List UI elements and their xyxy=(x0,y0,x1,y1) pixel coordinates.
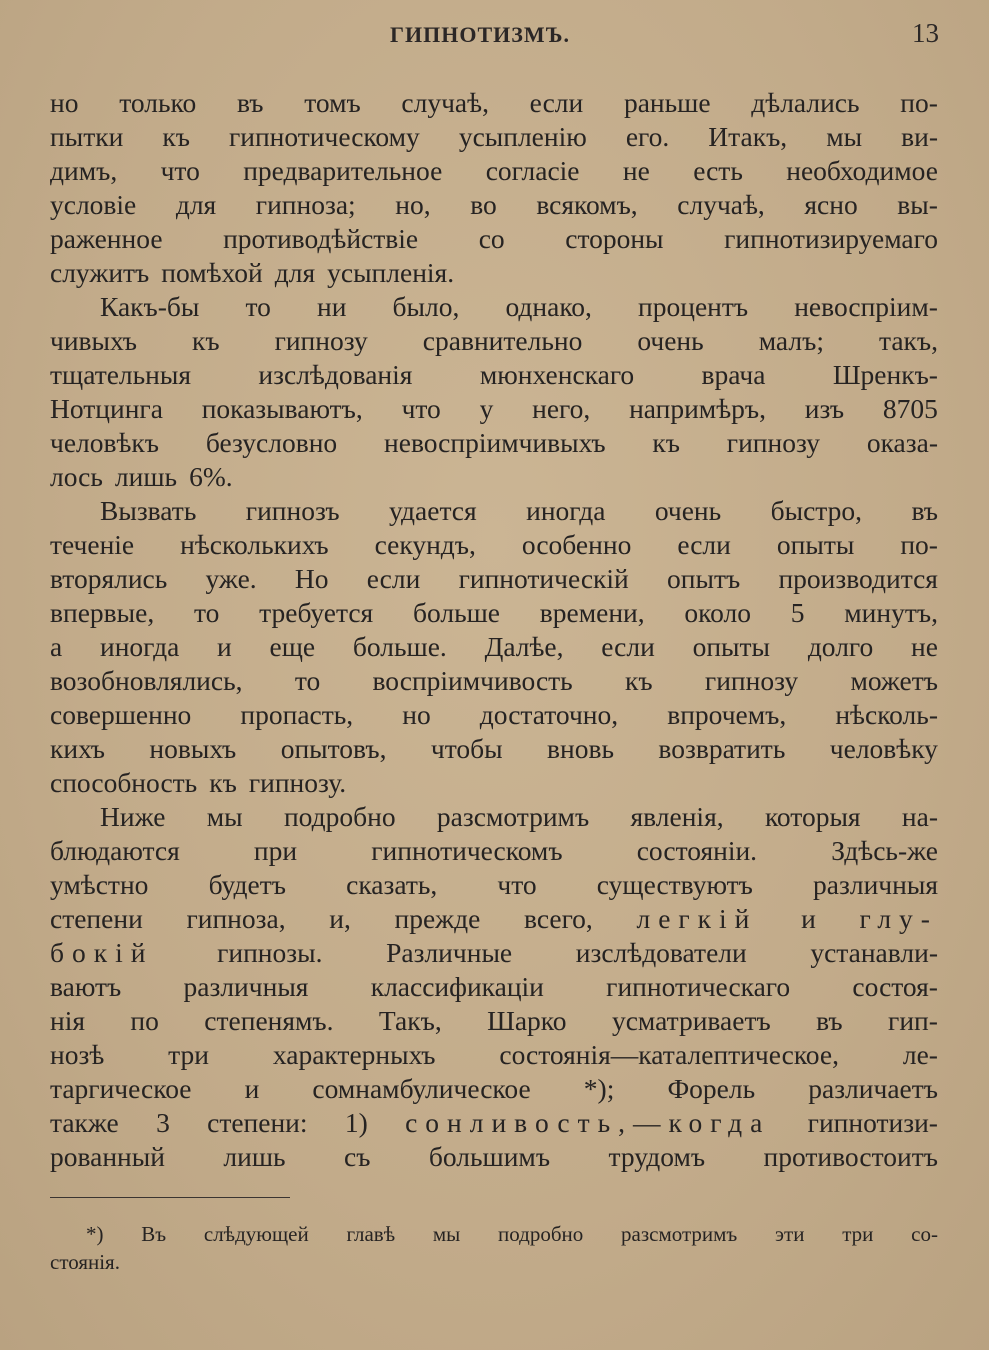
word: случаѣ, xyxy=(677,189,765,220)
word: минутъ, xyxy=(844,597,938,628)
word: три xyxy=(842,1222,874,1246)
word: гипнозу xyxy=(726,427,821,458)
word: вторялись xyxy=(50,563,168,594)
word: больше xyxy=(412,597,500,628)
word: усматриваетъ xyxy=(611,1005,771,1036)
body-text xyxy=(50,86,938,1174)
page-number: 13 xyxy=(912,18,939,48)
text-line xyxy=(50,596,938,630)
word: сомнамбулическое xyxy=(312,1073,531,1104)
word: гипнозу xyxy=(704,665,799,696)
word: тщательныя xyxy=(50,359,192,390)
word: подробно xyxy=(498,1222,584,1246)
word: чтобы xyxy=(430,733,503,764)
word: изъ xyxy=(804,393,845,424)
word: ви- xyxy=(901,121,938,152)
word: Далѣе, xyxy=(484,631,564,662)
word: вы- xyxy=(897,189,938,220)
word: достаточно, xyxy=(479,699,619,730)
word: однако, xyxy=(505,291,592,322)
word: производится xyxy=(778,563,938,594)
word: димъ, xyxy=(50,155,118,186)
word: стоянія. xyxy=(50,1250,120,1274)
word: къ xyxy=(191,325,220,356)
word: чивыхъ xyxy=(50,325,137,356)
word: у xyxy=(479,393,494,424)
word: слѣдующей xyxy=(203,1222,309,1246)
word: *); xyxy=(583,1073,615,1104)
text-line xyxy=(50,494,938,528)
word: человѣкъ xyxy=(50,427,160,458)
word: гипнозъ xyxy=(245,495,340,526)
word: и xyxy=(801,903,816,934)
word: къ xyxy=(652,427,680,458)
word: быстро, xyxy=(770,495,863,526)
word: возвратить xyxy=(658,733,786,764)
word: напримѣръ, xyxy=(629,393,766,424)
word: раньше xyxy=(623,87,711,118)
word: оказа- xyxy=(866,427,938,458)
word: при xyxy=(253,835,298,866)
word: ни xyxy=(317,291,347,322)
footnote-line xyxy=(50,1220,938,1248)
text-line xyxy=(50,1072,938,1106)
word: способность xyxy=(50,767,198,798)
word: бокій xyxy=(50,937,154,968)
word: классификаціи xyxy=(370,971,544,1002)
word: секундъ, xyxy=(374,529,476,560)
word: со xyxy=(478,223,505,254)
word: къ xyxy=(625,665,653,696)
word: больше. xyxy=(352,631,447,662)
word: вновь xyxy=(547,733,614,764)
word: 3 xyxy=(156,1107,170,1138)
word: можетъ xyxy=(850,665,938,696)
text-line xyxy=(50,256,938,290)
word: въ xyxy=(236,87,264,118)
text-line xyxy=(50,766,938,800)
word: томъ xyxy=(304,87,361,118)
word: по- xyxy=(900,529,938,560)
text-line xyxy=(50,1004,938,1038)
word: усыпленія. xyxy=(327,257,455,288)
word: сравнительно xyxy=(422,325,583,356)
word: ясно xyxy=(804,189,858,220)
word: состоянія—каталептическое, xyxy=(499,1039,839,1070)
word: Въ xyxy=(141,1222,167,1246)
word: Но xyxy=(294,563,329,594)
word: но, xyxy=(395,189,431,220)
word: но xyxy=(50,87,79,118)
text-line xyxy=(50,936,938,970)
word: безусловно xyxy=(205,427,338,458)
word: гипнотическаго xyxy=(606,971,791,1002)
word: Итакъ, xyxy=(708,121,788,152)
word: гипнотическій xyxy=(458,563,629,594)
word: служитъ xyxy=(50,257,150,288)
word: невоспріим- xyxy=(794,291,938,322)
word: явленія, xyxy=(630,801,724,832)
word: впервые, xyxy=(50,597,155,628)
word: не xyxy=(911,631,938,662)
word: невоспріимчивыхъ xyxy=(384,427,606,458)
word: опытовъ, xyxy=(280,733,387,764)
word: то xyxy=(193,597,220,628)
word: будетъ xyxy=(208,869,286,900)
text-line xyxy=(50,154,938,188)
word: условіе xyxy=(50,189,137,220)
word: что xyxy=(497,869,537,900)
text-line xyxy=(50,120,938,154)
word: если xyxy=(366,563,421,594)
word: Шарко xyxy=(487,1005,567,1036)
footnote xyxy=(50,1220,938,1276)
word: что xyxy=(160,155,200,186)
word: а xyxy=(50,631,63,662)
word: лось xyxy=(50,461,103,492)
word: Такъ, xyxy=(378,1005,442,1036)
word: 6%. xyxy=(189,461,233,492)
word: если xyxy=(677,529,731,560)
word: разсмотримъ xyxy=(436,801,590,832)
word: лишь xyxy=(223,1141,286,1172)
word: Форель xyxy=(667,1073,756,1104)
word: предварительное xyxy=(243,155,443,186)
word: гипноза; xyxy=(255,189,356,220)
text-line xyxy=(50,732,938,766)
word: то xyxy=(294,665,321,696)
word: Какъ-бы xyxy=(100,291,200,322)
word: иногда xyxy=(526,495,606,526)
word: 8705 xyxy=(882,393,938,424)
text-line xyxy=(50,392,938,426)
word: также xyxy=(50,1107,119,1138)
word: нія xyxy=(50,1005,86,1036)
word: стороны xyxy=(565,223,664,254)
word: которыя xyxy=(764,801,861,832)
word: Различные xyxy=(386,937,513,968)
word: есть xyxy=(693,155,743,186)
word: со- xyxy=(911,1222,938,1246)
word: изслѣдователи xyxy=(575,937,747,968)
word: гипнозы. xyxy=(217,937,323,968)
word: такъ, xyxy=(878,325,938,356)
word: *) xyxy=(86,1222,104,1246)
word: легкій xyxy=(636,903,758,934)
word: гипнотизи- xyxy=(807,1107,938,1138)
word: во xyxy=(470,189,497,220)
word: подробно xyxy=(283,801,396,832)
word: три xyxy=(168,1039,209,1070)
word: рованный xyxy=(50,1141,165,1172)
word: было, xyxy=(392,291,460,322)
word: для xyxy=(274,257,316,288)
word: особенно xyxy=(521,529,632,560)
word: ваютъ xyxy=(50,971,122,1002)
word: изслѣдованія xyxy=(258,359,413,390)
word: всякомъ, xyxy=(536,189,638,220)
word: очень xyxy=(654,495,722,526)
word: противодѣйствіе xyxy=(223,223,419,254)
word: ле- xyxy=(902,1039,938,1070)
word: гипнотическомъ xyxy=(371,835,563,866)
text-line xyxy=(50,800,938,834)
word: дѣлались xyxy=(751,87,860,118)
word: показываютъ, xyxy=(201,393,363,424)
word: Шренкъ- xyxy=(832,359,938,390)
text-line xyxy=(50,222,938,256)
word: опыты xyxy=(692,631,771,662)
word: нозѣ xyxy=(50,1039,105,1070)
text-line xyxy=(50,188,938,222)
word: опыты xyxy=(776,529,855,560)
word: прежде xyxy=(394,903,481,934)
word: и xyxy=(217,631,232,662)
word: по xyxy=(130,1005,159,1036)
word: степенямъ. xyxy=(204,1005,334,1036)
word: сонливость,—когда xyxy=(405,1107,771,1138)
word: кихъ xyxy=(50,733,105,764)
text-line xyxy=(50,1106,938,1140)
word: существуютъ xyxy=(596,869,753,900)
word: для xyxy=(175,189,217,220)
word: гипнотическому xyxy=(228,121,420,152)
word: совершенно xyxy=(50,699,192,730)
word: разсмотримъ xyxy=(621,1222,738,1246)
text-line xyxy=(50,460,938,494)
text-line xyxy=(50,1038,938,1072)
word: случаѣ, xyxy=(401,87,489,118)
word: блюдаются xyxy=(50,835,180,866)
word: иногда xyxy=(99,631,180,662)
word: лишь xyxy=(114,461,178,492)
text-line xyxy=(50,358,938,392)
word: согласіе xyxy=(485,155,580,186)
word: различныя xyxy=(813,869,938,900)
word: еще xyxy=(269,631,316,662)
word: степени xyxy=(50,903,143,934)
text-line xyxy=(50,698,938,732)
word: пропасть, xyxy=(240,699,354,730)
word: гипноза, xyxy=(186,903,286,934)
word: къ xyxy=(162,121,190,152)
word: требуется xyxy=(259,597,374,628)
word: нѣсколь- xyxy=(835,699,938,730)
word: 1) xyxy=(344,1107,368,1138)
word: въ xyxy=(816,1005,843,1036)
word: возобновлялись, xyxy=(50,665,243,696)
word: около xyxy=(684,597,751,628)
text-line xyxy=(50,562,938,596)
word: трудомъ xyxy=(608,1141,706,1172)
word: таргическое xyxy=(50,1073,192,1104)
word: состояніи. xyxy=(636,835,758,866)
footnote-rule xyxy=(50,1197,290,1198)
word: глу- xyxy=(859,903,938,934)
word: главѣ xyxy=(346,1222,396,1246)
word: то xyxy=(245,291,271,322)
word: состоя- xyxy=(852,971,938,1002)
word: мюнхенскаго xyxy=(479,359,635,390)
running-head: ГИПНОТИЗМЪ. xyxy=(390,22,570,47)
word: умѣстно xyxy=(50,869,149,900)
word: процентъ xyxy=(638,291,749,322)
word: эти xyxy=(775,1222,805,1246)
word: не xyxy=(622,155,650,186)
word: съ xyxy=(344,1141,371,1172)
text-line xyxy=(50,834,938,868)
word: Здѣсь-же xyxy=(831,835,938,866)
word: гип- xyxy=(888,1005,938,1036)
word: нѣсколькихъ xyxy=(180,529,329,560)
word: теченіе xyxy=(50,529,135,560)
word: Ниже xyxy=(100,801,166,832)
word: новыхъ xyxy=(149,733,237,764)
word: удается xyxy=(389,495,477,526)
word: мы xyxy=(206,801,243,832)
word: гипнотизируемаго xyxy=(724,223,938,254)
word: если xyxy=(601,631,655,662)
word: опытъ xyxy=(667,563,741,594)
text-line xyxy=(50,902,938,936)
text-line xyxy=(50,426,938,460)
word: пытки xyxy=(50,121,124,152)
word: степени: xyxy=(207,1107,308,1138)
word: что xyxy=(401,393,441,424)
text-line xyxy=(50,868,938,902)
text-line xyxy=(50,324,938,358)
word: но xyxy=(402,699,431,730)
text-line xyxy=(50,630,938,664)
word: долго xyxy=(807,631,874,662)
word: большимъ xyxy=(428,1141,551,1172)
text-line xyxy=(50,86,938,120)
word: 5 xyxy=(790,597,805,628)
word: человѣку xyxy=(829,733,938,764)
word: Вызвать xyxy=(100,495,197,526)
word: различныя xyxy=(183,971,309,1002)
word: воспріимчивость xyxy=(372,665,573,696)
text-line xyxy=(50,290,938,324)
word: характерныхъ xyxy=(272,1039,436,1070)
text-line xyxy=(50,1140,938,1174)
word: и xyxy=(244,1073,260,1104)
text-line xyxy=(50,970,938,1004)
word: врача xyxy=(701,359,766,390)
word: помѣхой xyxy=(161,257,263,288)
footnote-line xyxy=(50,1248,938,1276)
word: малъ; xyxy=(758,325,824,356)
word: по- xyxy=(900,87,938,118)
word: очень xyxy=(637,325,704,356)
word: его. xyxy=(625,121,670,152)
word: него, xyxy=(532,393,591,424)
word: необходимое xyxy=(786,155,938,186)
word: только xyxy=(119,87,197,118)
word: уже. xyxy=(205,563,257,594)
word: въ xyxy=(911,495,938,526)
word: мы xyxy=(432,1222,461,1246)
word: впрочемъ, xyxy=(667,699,787,730)
word: къ xyxy=(209,767,237,798)
word: устанавли- xyxy=(810,937,938,968)
word: различаетъ xyxy=(808,1073,938,1104)
word: сказать, xyxy=(346,869,438,900)
word: мы xyxy=(826,121,863,152)
word: Нотцинга xyxy=(50,393,163,424)
word: на- xyxy=(901,801,938,832)
word: времени, xyxy=(539,597,645,628)
word: гипнозу. xyxy=(248,767,347,798)
word: гипнозу xyxy=(274,325,368,356)
word: раженное xyxy=(50,223,163,254)
word: усыпленію xyxy=(458,121,587,152)
word: если xyxy=(529,87,584,118)
text-line xyxy=(50,664,938,698)
text-line xyxy=(50,528,938,562)
word: всего, xyxy=(524,903,593,934)
word: противостоитъ xyxy=(763,1141,938,1172)
word: и, xyxy=(329,903,351,934)
